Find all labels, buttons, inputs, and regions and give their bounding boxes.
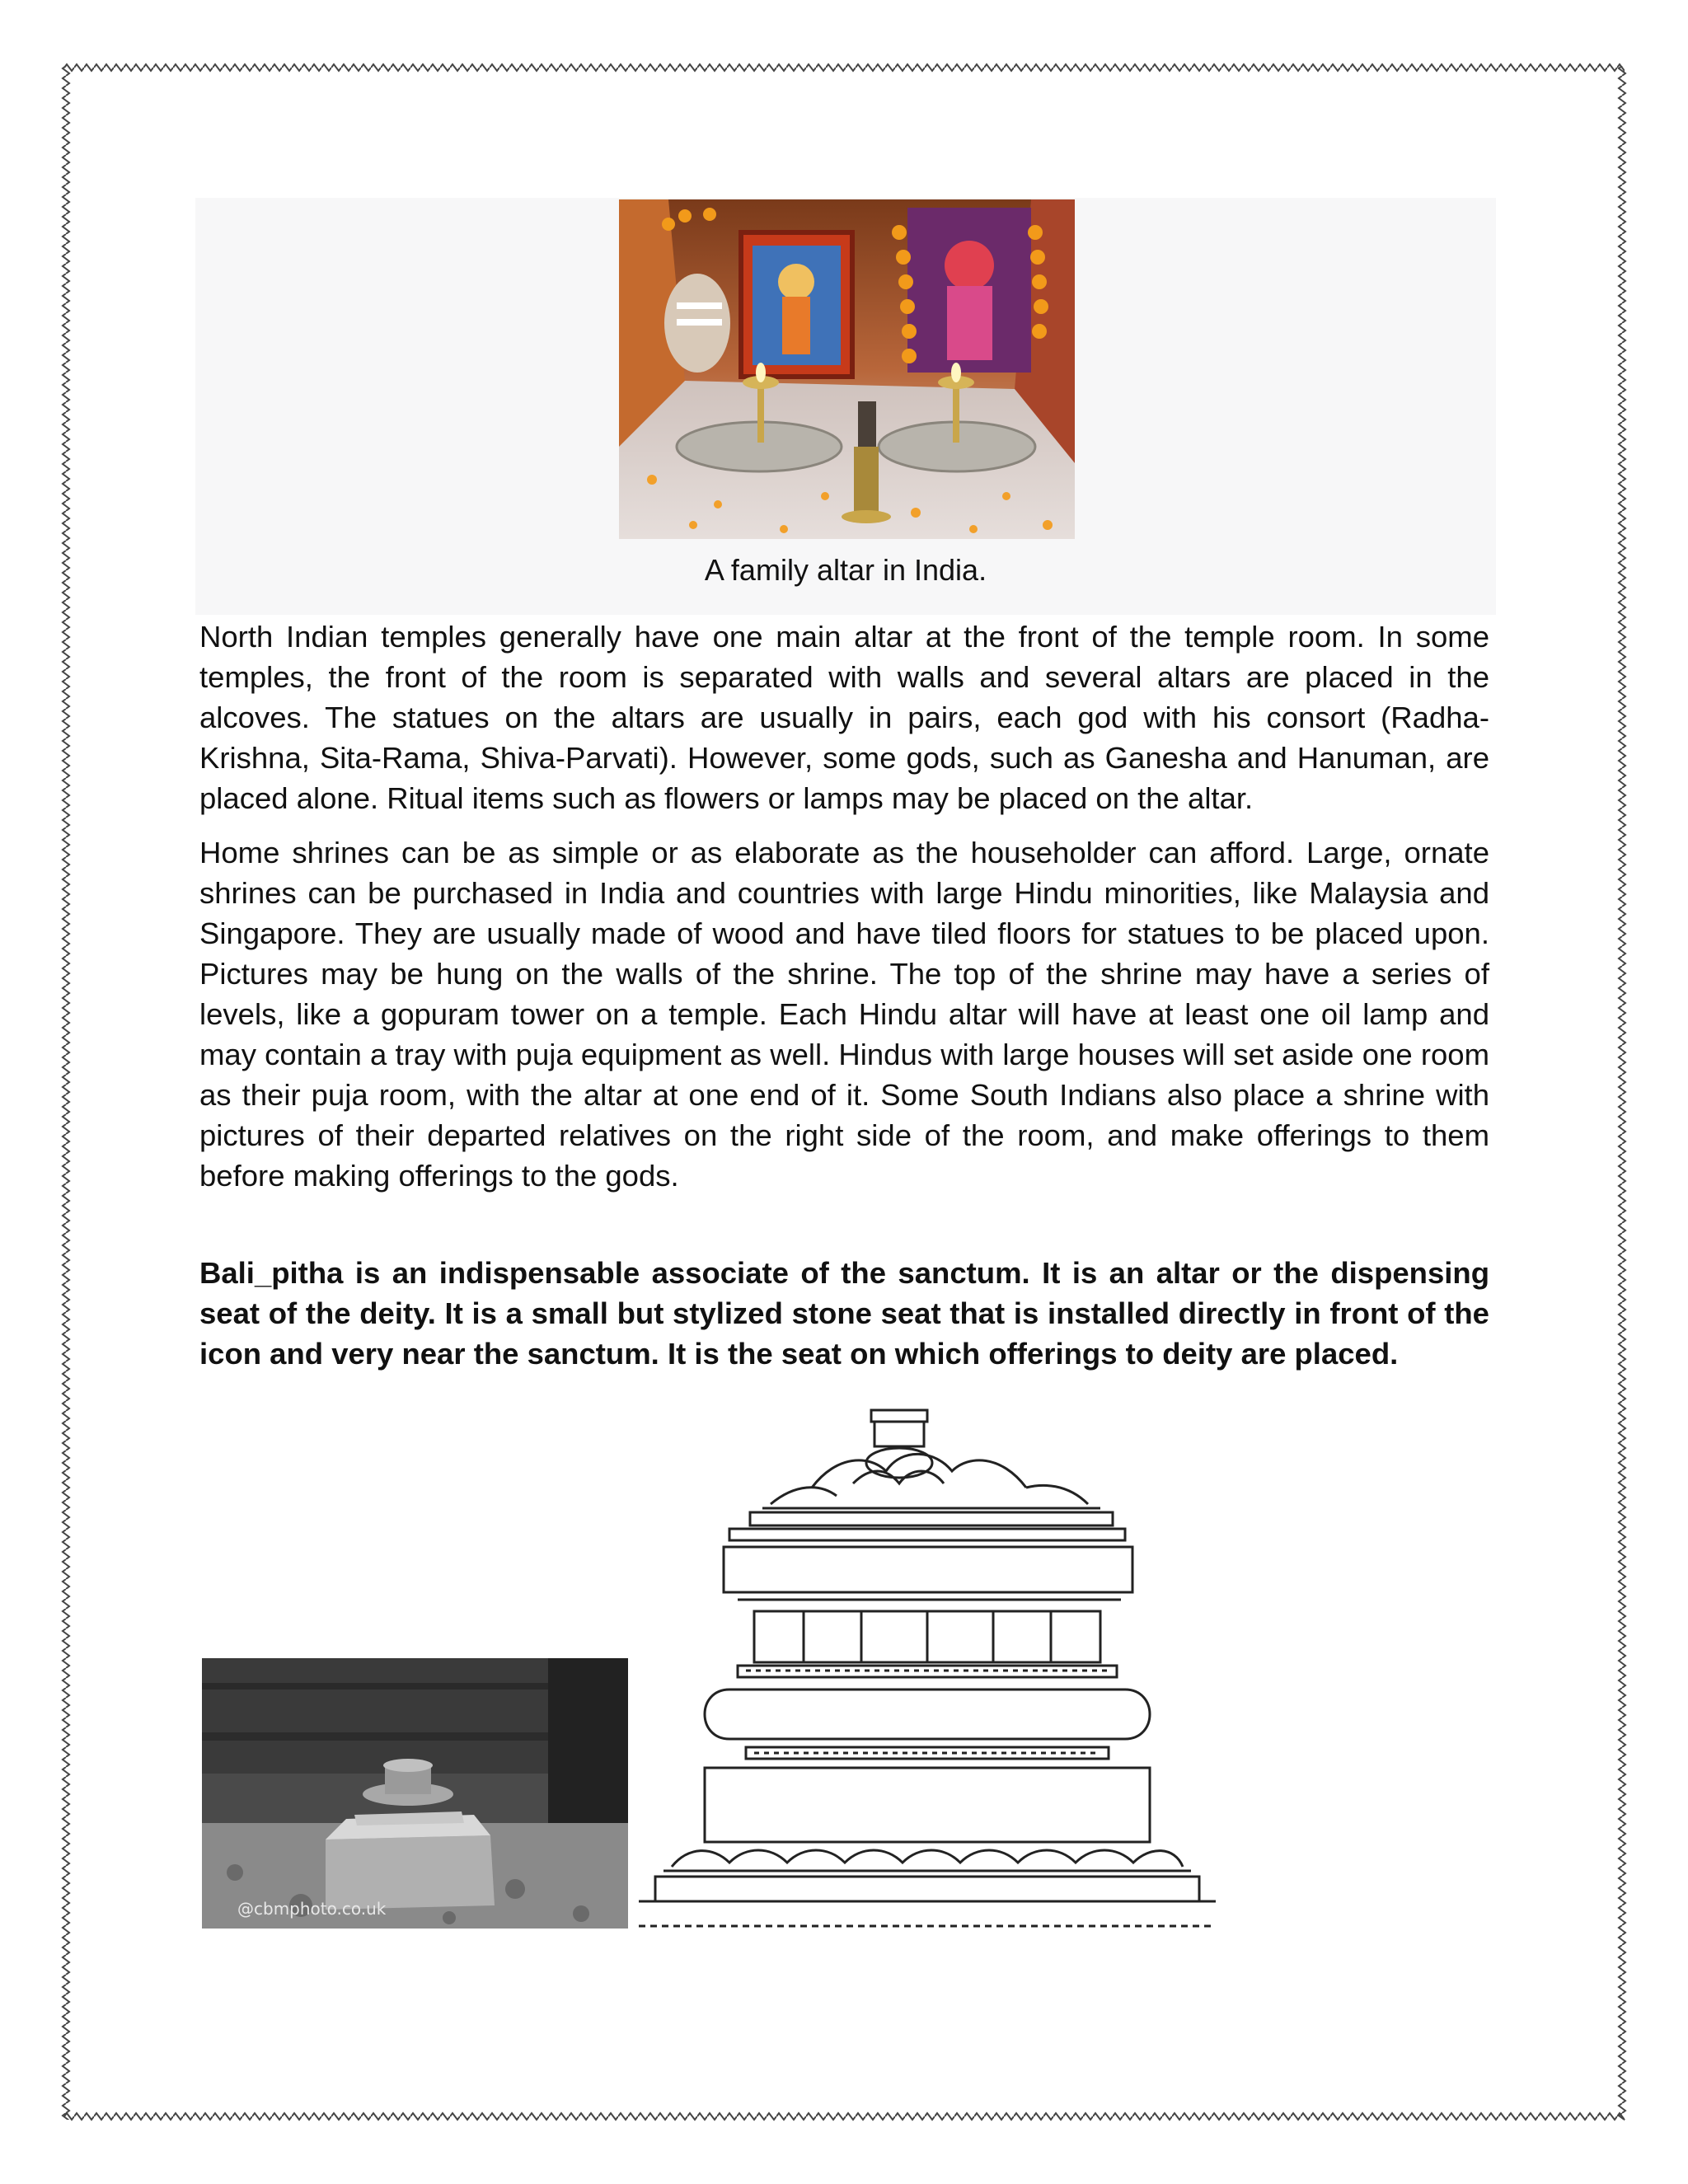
paragraph-north-indian-temples: North Indian temples generally have one main altar at the front of the temple room. In some temples, the front of the room is separated with walls and several altars are placed in the alcoves. The statues on the altars are usually in pairs, each god with his consort (Radha-Krishna, Sita-Rama, Shiva-Parvati). However, some gods, such as Ganesha and Hanuman, are placed alone. Ritual items such as flowers or lamps may be placed on the altar.: [199, 620, 1489, 815]
paragraph-home-shrines: Home shrines can be as simple or as elaborate as the householder can afford. Large, ornate shrines can be purchased in India and countries with large Hindu minorities, like Malaysia and Singapore. They are usually made of wood and have tiled floors for statues to be placed upon. Pictures may be hung on the walls of the shrine. The top of the shrine may have a series of levels, like a gopuram tower on a temple. Each Hindu altar will have at least one oil lamp and may contain a tray with puja equipment as well. Hindus with large houses will set aside one room as their puja room, with the altar at one end of it. Some South Indians also place a shrine with pictures of their departed relatives on the right side of the room, and make offerings to them before making offerings to the gods.: [199, 836, 1489, 1193]
paragraph-bali-pitha: Bali_pitha is an indispensable associate of the sanctum. It is an altar or the dispensing seat of the deity. It is a small but stylized stone seat that is installed directly in front of the icon and very near the sanctum. It is the seat on which offerings to deity are placed.: [199, 1256, 1489, 1371]
figure-caption: A family altar in India.: [704, 553, 987, 587]
bali-pitha-stone-photo: [202, 1658, 628, 1929]
bali-pitha-line-drawing: [639, 1405, 1216, 1933]
page-border-top: [64, 61, 1625, 74]
page-border-bottom: [64, 2110, 1625, 2123]
family-altar-photo: [619, 199, 1075, 539]
photo-watermark: @cbmphoto.co.uk: [237, 1899, 387, 1919]
page-border-right: [1615, 66, 1629, 2120]
page-border-left: [59, 66, 73, 2120]
